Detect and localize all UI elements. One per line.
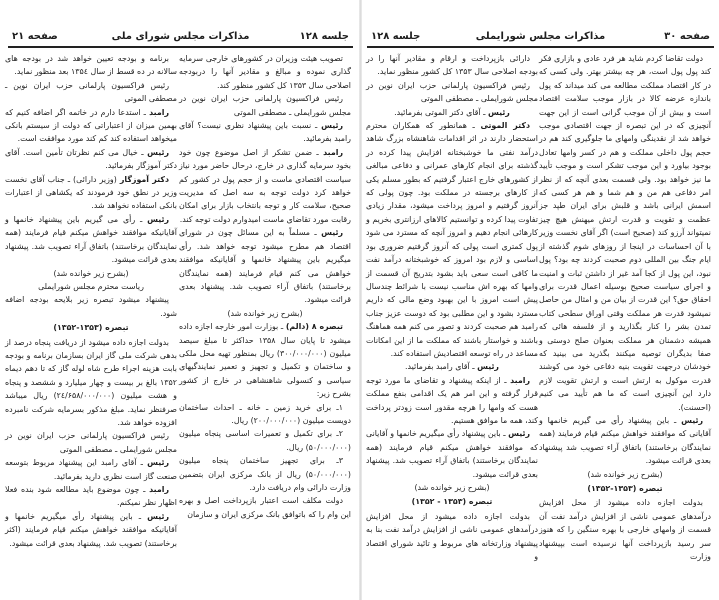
speaker-name: رئیس — [147, 458, 169, 468]
page-30 — [362, 0, 719, 600]
paragraph — [179, 454, 351, 494]
paragraph-text: (بشرح زیر خوانده شد) — [53, 268, 129, 278]
centered-line — [5, 267, 177, 280]
paragraph — [5, 146, 177, 173]
paragraph — [5, 483, 177, 510]
speaker-name: رامبد — [510, 375, 530, 385]
paragraph — [179, 320, 351, 400]
paragraph — [5, 456, 177, 483]
paragraph-text: (بشرح زیر خوانده شد) — [587, 469, 663, 479]
paragraph-text: دارائی بازپرداخت و ارقام و مقادیر آنها را در بودجه اصلاحی سال ۱۳۵۳ کل کشور منظور نماید. — [366, 54, 538, 77]
paragraph — [5, 52, 177, 79]
page-header — [8, 30, 353, 48]
paragraph — [366, 119, 538, 360]
paragraph — [179, 494, 351, 521]
paragraph-text: ۳ـ برای تجهیز ساختمان پنجاه میلیون (۵۰/۰۰۰/۰۰۰) ریال از بانک مرکزی ایران بتضمین وزارت دارائی وام دریافت دارد. — [179, 456, 351, 492]
speaker-name: رئیس — [321, 228, 343, 238]
speaker-name: رئیس — [508, 429, 530, 439]
paragraph — [179, 146, 351, 226]
paragraph — [5, 213, 177, 267]
paragraph-text: بدولت اجازه داده میشود از محل افزایش درآمدهای عمومی ناشی از افزایش درآمد نفت بنا به پیشنهاد وزارتخانه های مربوط و تائید شورای اقتصاد و — [366, 511, 538, 562]
paragraph-text: ـ رأی می گیریم باین پیشنهاد خانمها و آقایانیکه موافقند خواهش میکنم قیام فرمایند (همه نمایندگان برخاستند) باتفاق آراء تصویب شد. پیشنهاد بعدی قرائت میشود. — [5, 214, 177, 265]
speaker-name: رئیس — [477, 362, 499, 372]
paragraph — [179, 226, 351, 306]
paragraph — [179, 52, 351, 92]
paragraph-text: بدولت اجازه داده میشود از محل افزایش درآمدهای عمومی ناشی از افزایش درآمد نفت آن قسمت از وامهای خارجی با بهره سنگین را که هنوز سر رسید بازپرداخت آنها نرسیده است بپیشنهاد وزارت — [539, 498, 711, 562]
speaker-name: رئیس — [321, 121, 343, 131]
centered-line — [366, 481, 538, 494]
paragraph — [5, 106, 177, 146]
speaker-name: تبصره ۸ (دالم) — [285, 322, 344, 332]
paragraph-text: ـ همانطور که همکاران محترم استحضار دارند در اثر اقدامات شاهنشاه بزرگ شاهد درآمد نفتی ما خوشبختانه افزایش پیدا کرده در گذشته برای انجام کارهای عمرانی و دفاعی مبالغی از کشورهای خارج اعتبار گرفتیم که بطور مسلم یکی از کارهای برجسته در مملکت بود. چون پولی که آنروز گرفتیم و امروز پرداخت میشود، مقدار زیادی تفاوت پیدا کرده و توانستیم کالاهای ارزانتری بخریم و کارهائی انجام دهیم و امروز آنچه که مسترد می شود پول کمتری است پولی که آنروز گرفتیم ضروری بود اساسی و لازم بود امروز که خوشبختانه درآمد نفت ما کافی است سعی باید بشود بتدریج آن قسمت از وامها که بهره اش مناسب نیست با شرائط چندسال پیش است امروز با این بهبود وضع مالی که داریم مسترد بشود و این مطلبی بود که دوست عزیز جناب رامبد هم صحبت کردند و تصور می کنم همه هماهنگ باشند و خواستار باشند که مملکت ما از این امکانات مساعد در راه توسعه اقتصادیش استفاده کند. — [366, 121, 538, 358]
paragraph — [5, 79, 177, 106]
speaker-name: رامبد — [149, 107, 169, 117]
paragraph-text: پیشنهاد میشود تبصره زیر بلایحه بودجه اضافه شود. — [5, 295, 177, 318]
paragraph-text: ریاست محترم مجلس شورایملی — [38, 281, 144, 291]
paragraph — [366, 510, 538, 564]
paragraph — [179, 427, 351, 454]
speaker-name: رئیس — [147, 147, 169, 157]
text-column-right — [539, 52, 711, 563]
paragraph-text: ۲ـ برای تکمیل و تعمیرات اساسی پنجاه میلیون (۵۰/۰۰۰/۰۰۰) ریال. — [179, 429, 351, 452]
page-number: صفحه ۲۱ — [12, 31, 58, 42]
speaker-name: رئیس — [487, 107, 510, 117]
paragraph-text: تبصره (۱۳۵۳-۱۳۵۲) — [53, 323, 129, 333]
paragraph-text: ـ باین پیشنهاد رأی میگیریم خانمها و آقایانیکه موافقند خواهش میکنم قیام فرمایند (اکثر برخاستند) تصویب شد. پیشنهاد بعدی قرائت میشود. — [5, 511, 177, 548]
page-number: صفحه ۳۰ — [664, 31, 710, 42]
paragraph — [5, 429, 177, 456]
speaker-name: دکتر آموزگار — [119, 174, 169, 184]
paragraph-text: ـ آقای دکتر الموتی بفرمائید. — [394, 107, 488, 117]
speaker-name: رئیس — [681, 415, 703, 425]
paragraph-text: ۱ـ برای خرید زمین ـ خانه ـ احداث ساختمان دویست میلیون (۲۰۰/۰۰۰/۰۰۰) ریال. — [179, 402, 351, 425]
paragraph — [5, 510, 177, 550]
session-number: جلسه ۱۲۸ — [299, 31, 349, 42]
paragraph-text: ـ بوزارت امور خارجه اجازه داده میشود تا پایان سال ۱۳۵۸ حداکثر تا مبلغ سیصد میلیون (۳۰۰/۰۰۰/۰۰۰) ریال بمنظور تهیه محل ملکی و ساختمان و تکمیل و تجهیز و تعمیر نمایندگیهای سیاسی و کنسولی شاهنشاهی در خارج از کشور بشرح زیر: — [179, 322, 351, 399]
text-column-right — [179, 52, 351, 521]
paragraph-text: تصویب هیئت وزیران در کشورهای خارجی سرمایه گذاری نموده و مبالغ و مقادیر آنها را دربودجه اصلاحی سال ۱۳۵۳ کل کشور منظور کند. — [179, 54, 351, 90]
paragraph-text: تبصره (۱۳۵۳ - ۱۳۵۲) — [411, 497, 493, 507]
paragraph-text: دولت مکلف است اعتبار بازپرداخت اصل و بهره این وام را که باتوافق بانک مرکزی ایران و سازمان — [179, 496, 351, 519]
speaker-name: رامبد — [323, 147, 343, 157]
paragraph — [366, 427, 538, 481]
paragraph-text: ـ باین پیشنهاد رأی میگیریم خانمها و آقایانی که موافقند خواهش میکنم قیام فرمایند (همه نمایندگان برخاستند) باتفاق آراء تصویب شد. پیشنهاد بعدی قرائت میشود. — [366, 429, 538, 479]
paragraph — [5, 336, 177, 430]
paragraph-text: رئیس فراکسیون پارلمانی حزب ایران نوین ـ مصطفی الموتی — [5, 80, 177, 104]
paragraph-text: (وزیر دارائی) ـ جناب آقای نخست وزیر در نطق خود فرمودند که یکشاهی از اعتبارات بانکی استفاده نخواهد شد. — [5, 174, 177, 211]
paragraph-text: بدولت اجازه داده میشود از دریافت پنجاه درصد از بدهی شرکت ملی گاز ایران بسازمان برنامه و بودجه بابت هزینه اجراء طرح شاه لوله گاز که تا دهم دیماه ۱۳۵۲ بالغ بر بیست و چهار میلیارد و ششصد و پنجاه و هشت میلیون (۲٤/۶۵۸/۰۰۰/۰۰۰) ریال میباشد صرفنظر نماید. مبلغ مذکور بسرمایه شرکت نامبرده افزوده خواهد شد. — [5, 337, 177, 427]
paragraph — [179, 92, 351, 119]
paragraph-text: رئیس فراکسیون پارلمانی حزب ایران نوین در مجلس شورایملی ـ مصطفی الموتی — [366, 80, 538, 104]
text-column-left — [366, 52, 538, 563]
paragraph-text: ـ استدعا دارم در خاتمه اگر اضافه کنیم که بهمین میزان از اعتباراتی که دولت از سیستم بانکی میخواهد استفاده کند کم کند مورد موافقت است. — [5, 107, 177, 144]
session-number: جلسه ۱۲۸ — [371, 31, 421, 42]
centered-line — [179, 307, 351, 320]
paragraph — [5, 293, 177, 320]
paragraph-text: ـ خیال می کنم نظرتان تأمین است. آقای دکتر آموزگار بفرمائید. — [5, 147, 177, 171]
paragraph-text: ـ نسبت باین پیشنهاد نظری نیست؟ آقای رامبد بفرمائید. — [179, 121, 351, 144]
speaker-name: رامبد — [149, 485, 169, 494]
paragraph-text: دولت تقاضا کردم شاید هر فرد عادی و بازاری فکر کند پول پول است، هر چه بیشتر بهتر. ولی کسی که در کار اقتصاد مملکت مطالعه می کند میداند که پول باندازه عرضه کالا در بازار موجب سلامت اقتصاد است و بیش از آن موجب گرانی است از این جهت آنچیزی که در این تبصره از جهت اقتصادی موجب خواهد شد از نقدینگی وامهای ما جلوگیری کند هم در حجم پول داخلی مملکت و هم در کسر وامها تعادل بوجود بیاورد و این موجب تشکر است و موجب تأیید ما نیز خواهد بود. ولی قسمت بعدی آنچه که از نظر امر دفاعی هم من و هم شما و هم هر کسی که اسمش ایرانی باشد و قلبش برای ایران طپد جز عظمت و تقویت و قدرت ارتش میهنش هیچ چیز نمیتواند آرزو کند (صحیح است) اگر آقای نخست وزیر با آن احساسات در اینجا از روزهای شوم گذشته از ایام جنگ بین المللی دوم صحبت کردند چه بود؟ پول نبود، این پول از کجا آمد غیر از داشتن ثبات و امنیت و اجرای سیاست صحیح بوسیله اعمال قدرت برای احقاق حق؟ این قدرت از بیان من و امثال من حاصل نمیشود قدرت هر مملکت وقتی اوراق سطحی کتاب تمدن بشر را کنار بگذارید و از فلسفه هائی که همیشه دشمنان هر مملکت بعنوان صلح دوستی و صفا بدیگران توصیه میکنند بگذرید می بینید که خودشان درجهت تقویت بنیه دفاعی خود می کوشند قدرت موکول به ارتش است و ارتش تقویت لازم دارد این آنچیزی است که ما هم تأیید می کنیم (احسنت). — [539, 54, 711, 412]
paragraph — [539, 496, 711, 563]
speaker-name: دکتر الموتی — [480, 121, 530, 131]
paragraph-text: (بشرح زیر خوانده شد) — [414, 483, 490, 492]
running-title: مذاکرات مجلس شورایملی — [475, 31, 606, 42]
paragraph — [366, 374, 538, 428]
running-title: مذاکرات مجلس شورای ملی — [111, 31, 250, 42]
paragraph-text: ـ مسلماً به این مسائل چون در شورای اقتصاد هم مطرح میشود توجه خواهد شد. رأی میگیریم باین پیشنهاد خانمها و آقایانیکه موافقند خواهش می کنم قیام فرمایند (همه نمایندگان برخاستند) باتفاق آراء تصویب شد. پیشنهاد بعدی قرائت میشود. — [179, 228, 351, 305]
paragraph — [5, 173, 177, 213]
section-heading — [5, 321, 177, 334]
centered-line — [366, 360, 538, 373]
paragraph-text: ـ ضمن تشکر از اصل موضوع چون خود بخود سرمایه گذاری در خارج، درحال حاضر مورد نیاز سیاست اقتصادی ماست و از حجم پول در کشور کم خواهد کرد دولت توجه به سه اصل که مدیریت صحیح، سلامت کار و توجه بانتخاب بازار برای امکان رقابت مورد تقاضای ماست امیدوارم دولت توجه کند. — [179, 147, 351, 224]
paragraph — [539, 52, 711, 414]
paragraph-text: تبصره (۱۳۵۳-۱۳۵۲) — [587, 484, 663, 493]
page-header — [367, 30, 714, 48]
speaker-name: رئیس — [147, 214, 169, 224]
section-heading — [366, 495, 538, 508]
paragraph-text: ـ آقای رامبد بفرمائید. — [405, 362, 478, 372]
centered-line — [366, 106, 538, 119]
paragraph-text: رئیس فراکسیون پارلمانی حزب ایران نوین در مجلس شورایملی ـ مصطفی الموتی — [5, 431, 177, 454]
paragraph — [366, 52, 538, 79]
section-heading — [539, 482, 711, 495]
paragraph — [366, 79, 538, 106]
paragraph-text: برنامه و بودجه تعیین خواهد شد در بودجه های سالانه در ده قسط از سال ۱۳۵٤ بعد منظور نماید. — [5, 54, 177, 77]
centered-line — [5, 280, 177, 293]
paragraph — [179, 119, 351, 146]
text-column-left — [5, 52, 177, 550]
paragraph-text: ـ باین پیشنهاد رأی می گیریم خانمها و آقایانی که موافقند خواهش میکنم قیام فرمایند (همه نمایندگان برخاستند) باتفاق آراء تصویب شد پیشنهاد بعدی قرائت میشود. — [539, 415, 711, 466]
paragraph — [539, 414, 711, 468]
paragraph-text: (بشرح زیر خوانده شد) — [227, 308, 303, 318]
speaker-name: رئیس — [147, 511, 169, 521]
paragraph-text: ـ از اینکه پیشنهاد و تقاضای ما مورد توجه قرار گرفته و این امر هم یک اقدامی بنفع مملکت هست که وامها را هرچه مقدور است زودتر پرداخت کند، همه ما موافق هستیم. — [366, 375, 538, 425]
centered-line — [539, 468, 711, 481]
paragraph — [179, 401, 351, 428]
paragraph-text: ـ آقای رامبد این پیشنهاد مربوط بتوسعه صنعت گاز است نظری دارید بفرمائید. — [5, 458, 177, 481]
paragraph-text: ـ چون موضوع باید مطالعه شود بنده فعلا اظهار نظر نمیکنم. — [5, 485, 177, 508]
paragraph-text: رئیس فراکسیون پارلمانی حزب ایران نوین در مجلس شورایملی ـ مصطفی الموتی — [179, 94, 351, 117]
